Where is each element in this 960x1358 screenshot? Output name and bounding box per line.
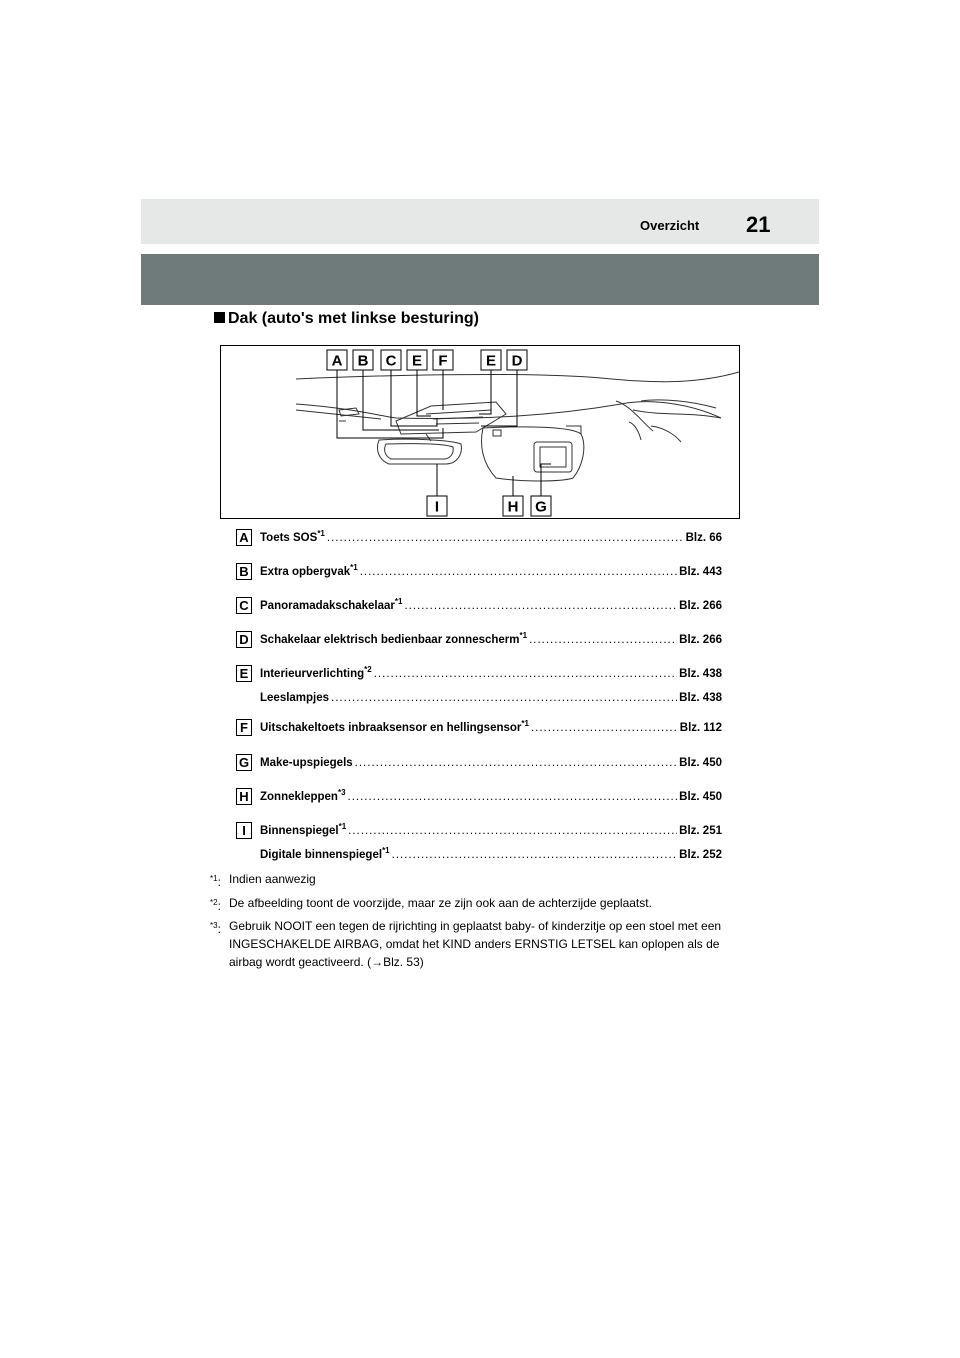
dot-leader <box>360 566 677 578</box>
dot-leader <box>348 825 677 837</box>
letter-label: E <box>236 665 252 682</box>
footnote-mark: $^{*3}$: <box>210 921 221 936</box>
page-reference: Blz. 438 <box>679 692 722 704</box>
list-item <box>236 754 726 774</box>
item-row <box>260 719 722 738</box>
dot-leader <box>331 692 677 704</box>
item-row <box>260 665 722 684</box>
page-reference: Blz. 443 <box>679 566 722 578</box>
footnote-marker: *1 <box>317 529 325 539</box>
footnote-marker: *1 <box>521 719 529 729</box>
footnote-marker: *1 <box>350 563 358 573</box>
dot-leader <box>355 757 678 769</box>
section-heading <box>214 310 479 328</box>
footnote-text: De afbeelding toont de voorzijde, maar ze zijn ook aan de achterzijde geplaatst. <box>229 896 652 910</box>
letter-label: G <box>236 754 252 771</box>
footnote-marker: *2 <box>364 665 372 675</box>
page-reference: Blz. 438 <box>679 668 722 680</box>
list-item <box>236 822 726 861</box>
visor-clip <box>493 430 501 436</box>
page-reference: Blz. 66 <box>685 532 722 544</box>
item-label: Schakelaar elektrisch bedienbaar zonnescherm$^{*1}$ <box>260 631 528 646</box>
dot-leader <box>531 722 678 734</box>
section-heading-text: Dak (auto's met linkse besturing) <box>228 310 479 327</box>
footnote-marker: *1 <box>338 822 347 832</box>
item-label: Extra opbergvak$^{*1}$ <box>260 563 358 578</box>
roof-illustration <box>220 345 740 519</box>
rear-view-mirror <box>377 439 461 464</box>
callout-a <box>327 350 347 370</box>
top-callouts <box>327 350 527 370</box>
title-band <box>141 254 819 305</box>
dot-leader <box>404 600 677 612</box>
item-label: Digitale binnenspiegel$^{*1}$ <box>260 846 390 861</box>
dot-leader <box>348 791 678 803</box>
footnote-text: Gebruik NOOIT een tegen de rijrichting in geplaatst baby- of kinderzitje op een stoel met een INGESCHAKELDE AIRBAG, omdat het KIND anders ERNSTIG LETSEL kan oplopen als de airbag wordt geactiveerd. (→Blz. 53) <box>229 919 722 969</box>
dot-leader <box>529 634 677 646</box>
svg-text:E: E <box>411 352 423 370</box>
sun-visor <box>482 427 584 481</box>
page-reference: Blz. 252 <box>679 849 722 861</box>
item-row <box>260 597 722 616</box>
letter-label: H <box>236 788 252 805</box>
item-label: Toets SOS$^{*1}$ <box>260 529 325 544</box>
roof-illustration-drawing <box>221 346 739 518</box>
bottom-callouts <box>427 496 551 516</box>
page-reference: Blz. 266 <box>679 634 722 646</box>
svg-text:D: D <box>511 352 523 370</box>
callout-f <box>433 350 453 370</box>
header-section-title: Overzicht <box>640 218 700 233</box>
dot-leader <box>374 668 677 680</box>
footnote-marker: *1 <box>519 631 528 641</box>
dot-leader <box>392 849 678 861</box>
page-reference: Blz. 266 <box>679 600 722 612</box>
list-item <box>236 788 726 808</box>
page-reference: Blz. 112 <box>679 722 722 734</box>
square-bullet-icon <box>214 312 225 323</box>
headliner-edge-2 <box>296 402 721 419</box>
item-label: Make-upspiegels <box>260 757 353 769</box>
list-item <box>236 631 726 651</box>
windshield-edge <box>296 410 381 419</box>
page-reference: Blz. 450 <box>679 791 722 803</box>
letter-label: D <box>236 631 252 648</box>
svg-text:B: B <box>357 352 369 370</box>
letter-label: C <box>236 597 252 614</box>
dot-leader <box>327 532 684 544</box>
letter-label: A <box>236 529 252 546</box>
footnote-marker: *1 <box>394 597 403 607</box>
item-row <box>260 529 722 548</box>
footnote-mark: $^{*1}$: <box>210 874 221 889</box>
letter-label: F <box>236 719 252 736</box>
header-bar <box>141 199 819 244</box>
callout-c <box>381 350 401 370</box>
item-label: Leeslampjes <box>260 692 330 704</box>
item-label: Uitschakeltoets inbraaksensor en hellingsensor$^{*1}$ <box>260 719 529 734</box>
list-item <box>236 597 726 617</box>
svg-text:A: A <box>331 352 343 370</box>
item-label: Interieurverlichting$^{*2}$ <box>260 665 372 680</box>
item-row <box>260 692 722 708</box>
item-label: Panoramadakschakelaar$^{*1}$ <box>260 597 403 612</box>
callout-h <box>503 496 523 516</box>
svg-text:E: E <box>485 352 497 370</box>
footnote-marker: *1 <box>382 846 390 856</box>
item-label: Binnenspiegel$^{*1}$ <box>260 822 347 837</box>
item-row <box>260 631 722 650</box>
list-item <box>236 529 726 549</box>
list-item <box>236 665 726 704</box>
callout-i <box>427 496 447 516</box>
letter-label: B <box>236 563 252 580</box>
console-buttons <box>426 410 491 424</box>
svg-text:G: G <box>535 498 547 516</box>
item-row <box>260 788 722 807</box>
callout-e <box>481 350 501 370</box>
callout-g <box>531 496 551 516</box>
svg-text:F: F <box>438 352 448 370</box>
footnote-text: Indien aanwezig <box>229 872 316 886</box>
letter-label: I <box>236 822 252 839</box>
item-row <box>260 822 722 841</box>
svg-text:C: C <box>385 352 397 370</box>
callout-e <box>407 350 427 370</box>
page-number: 21 <box>746 212 771 237</box>
pillar-curve <box>616 400 721 431</box>
callout-b <box>353 350 373 370</box>
side-trim <box>629 422 681 442</box>
footnote-marker: *3 <box>337 788 346 798</box>
item-row <box>260 757 722 773</box>
item-row <box>260 563 722 582</box>
callout-d <box>507 350 527 370</box>
item-row <box>260 846 722 865</box>
svg-text:I: I <box>434 498 440 516</box>
page-reference: Blz. 251 <box>679 825 722 837</box>
svg-text:H: H <box>507 498 519 516</box>
footnote-mark: $^{*2}$: <box>210 898 221 913</box>
list-item <box>236 563 726 583</box>
item-label: Zonnekleppen$^{*3}$ <box>260 788 346 803</box>
page-reference: Blz. 450 <box>679 757 722 769</box>
list-item <box>236 719 726 739</box>
